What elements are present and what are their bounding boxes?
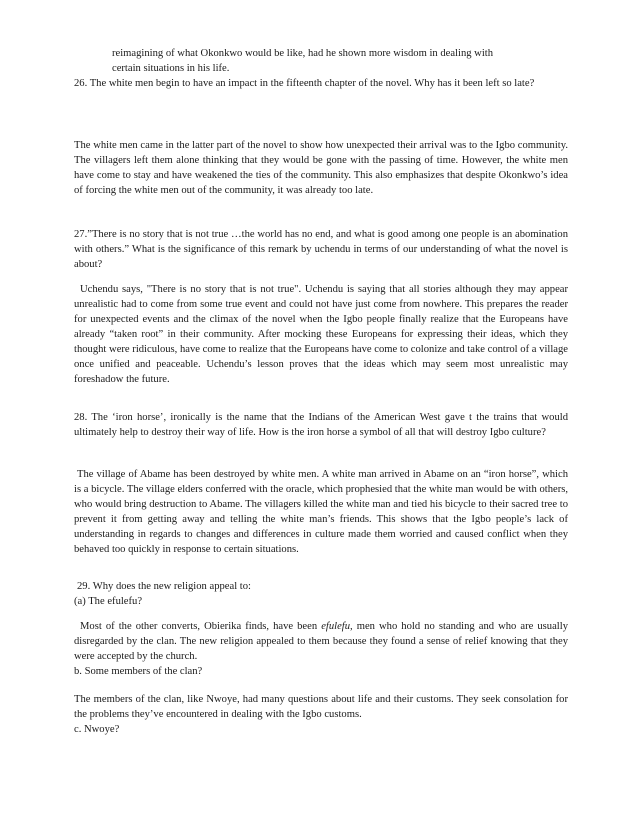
answer-29a-text-after: men who hold no standing and who are usually disregarded by the clan. The new religion appealed to them because they found a sense of relief knowing that they were accepted by the church. [74, 621, 568, 662]
answer-29a [74, 619, 568, 664]
answer-28: The village of Abame has been destroyed by white men. A white man arrived in Abame on an “iron horse”, which is a bicycle. The village elders conferred with the oracle, which prophesied that the white man would be with others, who would bring destruction to Abame. The villagers killed the white man and tied his bicycle to their sacred tree to prevent it from getting away and telling the white man’s friends. This shows that the Igbo people’s lack of understanding in regards to changes and differences in culture made them worried and caused conflict when they behaved too quickly in response to certain situations. [74, 469, 568, 555]
question-27: 27.”There is no story that is not true …the world has no end, and what is good among one people is an abomination with others.” What is the significance of this remark by uchendu in terms of our understanding of what the novel is about? [74, 229, 568, 270]
answer-29a-text-before: Most of the other converts, Obierika finds, have been [80, 621, 322, 632]
answer-27: Uchendu says, "There is no story that is not true". Uchendu is saying that all stories although they may appear unrealistic had to come from some true event and could not have just come from nowhere. This prepares the reader for unexpected events and the climax of the novel when the Igbo people finally realize that the Europeans have already “taken root” in their community. After mocking these Europeans for expressing their ideas, which they thought were ridiculous, have come to realize that the Europeans have come to colonize and take control of a village once unified and peaceable. Uchendu’s lesson proves that the ideas which may seem most unrealistic may foreshadow the future. [74, 284, 568, 385]
question-26: 26. The white men begin to have an impact in the fifteenth chapter of the novel. Why has it been left so late? [74, 78, 535, 89]
question-28: 28. The ‘iron horse’, ironically is the name that the Indians of the American West gave t the trains that would ultimately help to destroy their way of life. How is the iron horse a symbol of all that will destroy Igbo culture? [74, 412, 568, 438]
answer-29b: The members of the clan, like Nwoye, had many questions about life and their customs. They seek consolation for the problems they’ve encountered in dealing with the Igbo customs. [74, 694, 568, 720]
efulefu-term: efulefu, [321, 621, 353, 632]
continued-line-1: reimagining of what Okonkwo would be like, had he shown more wisdom in dealing with [112, 48, 494, 59]
question-29b: b. Some members of the clan? [74, 666, 203, 677]
question-29c: c. Nwoye? [74, 724, 120, 735]
question-29a: (a) The efulefu? [74, 596, 143, 607]
continued-line-2: certain situations in his life. [112, 63, 230, 74]
answer-26: The white men came in the latter part of the novel to show how unexpected their arrival was to the Igbo community. The villagers left them alone thinking that they would be gone with the passing of time. However, the white men have come to stay and have weakened the ties of the community. This also emphasizes that despite Okonkwo’s idea of forcing the white men out of the community, it was already too late. [74, 140, 568, 196]
question-29-stem: 29. Why does the new religion appeal to: [77, 581, 251, 592]
continued-paragraph [112, 46, 564, 76]
question-29 [74, 579, 568, 609]
